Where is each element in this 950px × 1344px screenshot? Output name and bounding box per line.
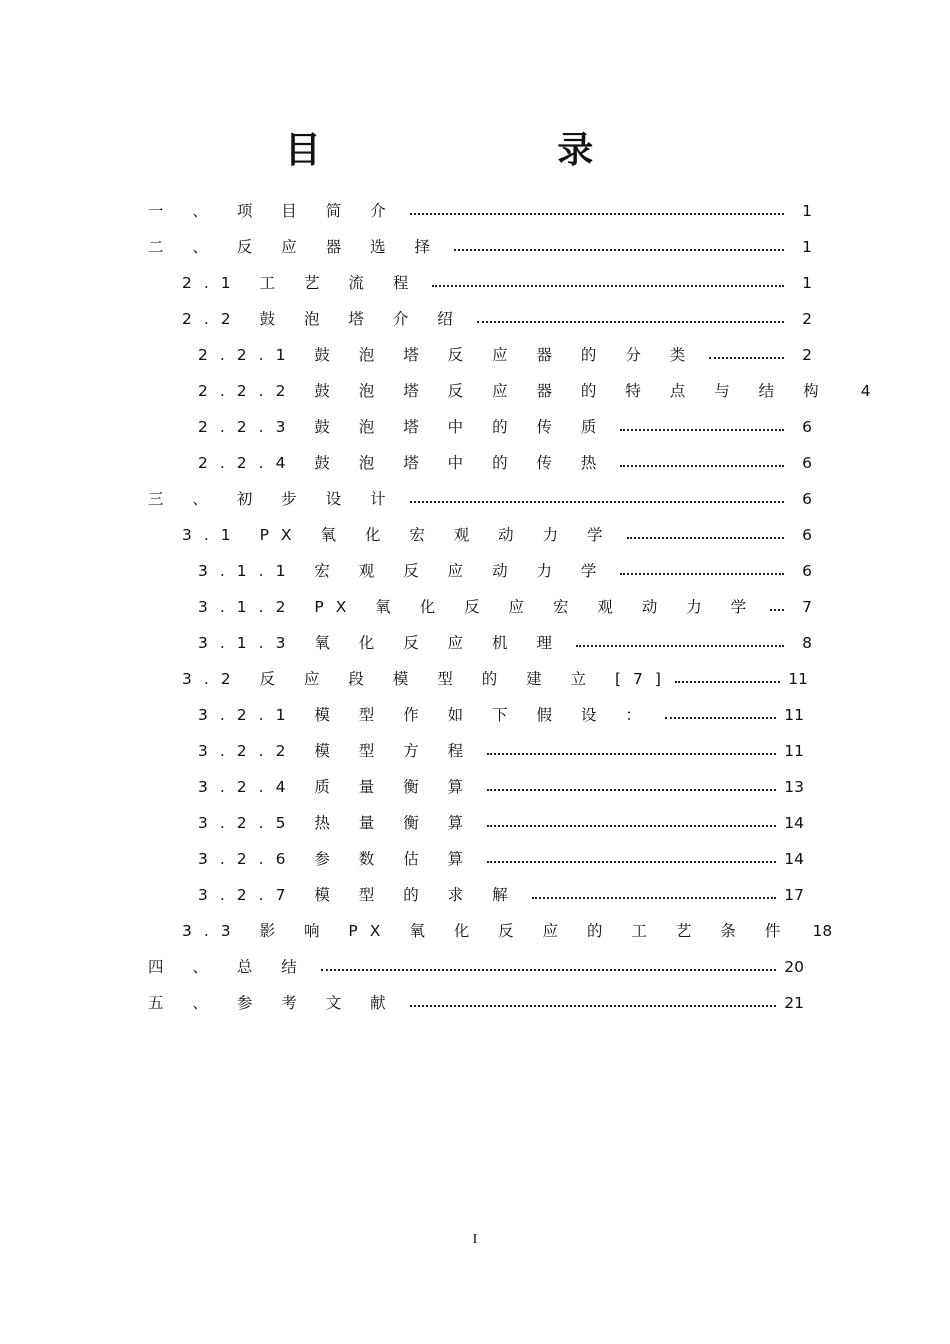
toc-entry-page: 7 xyxy=(802,598,812,616)
toc-leader-dots xyxy=(620,573,784,575)
toc-leader-dots xyxy=(487,753,776,755)
toc-leader-dots xyxy=(709,357,784,359)
toc-entry-page: 6 xyxy=(802,418,812,436)
toc-entry-label: 3.3 影 响 PX 氧 化 反 应 的 工 艺 条 件 xyxy=(182,922,793,940)
toc-entry-label: 3.2.6 参 数 估 算 xyxy=(198,850,476,868)
toc-entry[interactable] xyxy=(182,265,812,301)
toc-entry-label: 2.2.1 鼓 泡 塔 反 应 器 的 分 类 xyxy=(198,346,698,364)
toc-entry[interactable] xyxy=(198,553,812,589)
toc-leader-dots xyxy=(477,321,784,323)
toc-leader-dots xyxy=(665,717,776,719)
toc-entry-label: 3.1.1 宏 观 反 应 动 力 学 xyxy=(198,562,609,580)
toc-entry[interactable] xyxy=(198,589,812,625)
toc-leader-dots xyxy=(487,825,776,827)
toc-entry-label: 3.2.5 热 量 衡 算 xyxy=(198,814,476,832)
toc-entry-page: 6 xyxy=(802,562,812,580)
toc-entry-page: 20 xyxy=(784,958,804,976)
toc-entry-page: 17 xyxy=(784,886,804,904)
toc-entry-label: 3.1.2 PX 氧 化 反 应 宏 观 动 力 学 xyxy=(198,598,759,616)
toc-entry-page: 11 xyxy=(788,670,808,688)
toc-entry-page: 1 xyxy=(802,274,812,292)
toc-entry[interactable] xyxy=(198,697,804,733)
toc-entry[interactable] xyxy=(148,481,812,517)
toc-leader-dots xyxy=(770,609,784,611)
toc-entry[interactable] xyxy=(198,841,804,877)
toc-leader-dots xyxy=(487,861,776,863)
toc-entry[interactable] xyxy=(198,409,812,445)
toc-entry-page: 2 xyxy=(802,310,812,328)
toc-entry-label: 2.2.4 鼓 泡 塔 中 的 传 热 xyxy=(198,454,609,472)
toc-leader-dots xyxy=(487,789,776,791)
toc-entry-page: 6 xyxy=(802,526,812,544)
toc-leader-dots xyxy=(410,501,784,503)
toc-entry-label: 2.2.3 鼓 泡 塔 中 的 传 质 xyxy=(198,418,609,436)
toc-entry[interactable] xyxy=(198,445,812,481)
toc-entry-label: 三 、 初 步 设 计 xyxy=(148,490,398,508)
toc-entry-page: 14 xyxy=(784,814,804,832)
toc-leader-dots xyxy=(454,249,784,251)
page-number: I xyxy=(472,1232,478,1247)
toc-entry[interactable] xyxy=(198,877,804,913)
toc-entry-page: 11 xyxy=(784,706,804,724)
toc-title: 目 录 xyxy=(284,129,706,171)
toc-entry-label: 一 、 项 目 简 介 xyxy=(148,202,398,220)
toc-entry-page: 4 xyxy=(860,382,871,400)
toc-entry-label: 3.1 PX 氧 化 宏 观 动 力 学 xyxy=(182,526,615,544)
toc-entry[interactable] xyxy=(148,193,812,229)
toc-entry-label: 3.2.7 模 型 的 求 解 xyxy=(198,886,520,904)
toc-entry[interactable] xyxy=(198,625,812,661)
toc-entry[interactable] xyxy=(182,661,808,697)
toc-entry-label: 3.2 反 应 段 模 型 的 建 立 [7] xyxy=(182,670,673,688)
toc-entry[interactable] xyxy=(182,517,812,553)
toc-entry-label: 四 、 总 结 xyxy=(148,958,309,976)
toc-entry-page: 1 xyxy=(802,238,812,256)
toc-entry[interactable] xyxy=(198,337,812,373)
toc-entry-page: 14 xyxy=(784,850,804,868)
toc-entry-page: 13 xyxy=(784,778,804,796)
toc-leader-dots xyxy=(410,1005,776,1007)
toc-entry-page: 2 xyxy=(802,346,812,364)
toc-entry-page: 1 xyxy=(802,202,812,220)
toc-entry-page: 18 xyxy=(812,922,833,940)
toc-entry-label: 2.2 鼓 泡 塔 介 绍 xyxy=(182,310,465,328)
toc-entry-label: 3.2.4 质 量 衡 算 xyxy=(198,778,476,796)
toc-entry-label: 3.1.3 氧 化 反 应 机 理 xyxy=(198,634,565,652)
toc-leader-dots xyxy=(675,681,780,683)
toc-entry-label: 2.2.2 鼓 泡 塔 反 应 器 的 特 点 与 结 构 xyxy=(198,382,831,400)
toc-entry[interactable] xyxy=(148,229,812,265)
toc-entry-page: 21 xyxy=(784,994,804,1012)
toc-entry-label: 二 、 反 应 器 选 择 xyxy=(148,238,443,256)
toc-entry-page: 11 xyxy=(784,742,804,760)
toc-entry-page: 6 xyxy=(802,490,812,508)
toc-entry[interactable] xyxy=(182,301,812,337)
toc-entry[interactable] xyxy=(182,913,833,949)
toc-entry-label: 3.2.2 模 型 方 程 xyxy=(198,742,476,760)
toc-entry[interactable] xyxy=(198,373,871,409)
toc-leader-dots xyxy=(627,537,784,539)
toc-entry[interactable] xyxy=(148,985,804,1021)
toc-entry[interactable] xyxy=(148,949,804,985)
toc-entry-page: 8 xyxy=(802,634,812,652)
toc-leader-dots xyxy=(532,897,776,899)
toc-leader-dots xyxy=(321,969,776,971)
toc-leader-dots xyxy=(620,429,784,431)
toc-entry-label: 3.2.1 模 型 作 如 下 假 设 ： xyxy=(198,706,653,724)
toc-entry-page: 6 xyxy=(802,454,812,472)
toc-leader-dots xyxy=(620,465,784,467)
toc-entry[interactable] xyxy=(198,805,804,841)
toc-entry[interactable] xyxy=(198,733,804,769)
toc-leader-dots xyxy=(410,213,784,215)
toc-entry[interactable] xyxy=(198,769,804,805)
toc-leader-dots xyxy=(576,645,784,647)
toc-leader-dots xyxy=(432,285,784,287)
toc-entry-label: 五 、 参 考 文 献 xyxy=(148,994,398,1012)
toc-entry-label: 2.1 工 艺 流 程 xyxy=(182,274,421,292)
